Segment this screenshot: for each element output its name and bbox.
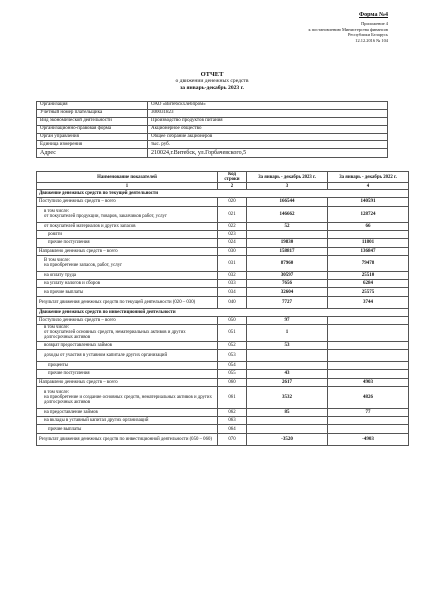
row-value-current: 85 [247,408,328,416]
row-code: 034 [218,288,247,296]
row-name: на оплату труда [37,271,218,279]
annex-line: 12.12.2016 № 104 [355,37,388,43]
row-value-previous [328,349,409,361]
row-value-previous [328,341,409,349]
info-value: Производство продуктов питания [148,117,388,125]
table-row [37,255,409,271]
row-value-previous: 4903 [328,378,409,386]
row-name: на прочие выплаты [37,288,218,296]
row-code: 022 [218,222,247,230]
row-value-previous: 3744 [328,296,409,308]
table-row [37,433,409,445]
row-code: 052 [218,341,247,349]
row-value-current: 19830 [247,239,328,247]
info-label: Единица измерения [37,141,148,149]
row-code: 062 [218,408,247,416]
row-code: 054 [218,361,247,369]
row-value-current: -3520 [247,433,328,445]
section-header-row [37,308,409,316]
row-name: Поступило денежных средств – всего [37,198,218,206]
row-name: от покупателей материалов и других запасов [37,222,218,230]
row-name: прочие поступления [37,239,218,247]
row-name: проценты [37,361,218,369]
table-row [37,239,409,247]
section-title: Движение денежных средств по текущей деятельности [37,190,409,198]
column-number: 4 [328,183,409,190]
row-name: на предоставление займов [37,408,218,416]
table-row [37,417,409,425]
row-value-current [247,417,328,425]
row-name: в том числе: на приобретение и создание основных средств, нематериальных активов и других долгосрочных активов [37,386,218,408]
row-value-previous [328,325,409,342]
table-row [37,370,409,378]
row-value-previous: 6284 [328,280,409,288]
row-name: Результат движения денежных средств по инвестиционной деятельности (050 – 060) [37,433,218,445]
row-value-current: 3532 [247,386,328,408]
row-value-current: 158817 [247,247,328,255]
info-value: 300031823 [148,109,388,117]
row-name: прочие выплаты [37,425,218,433]
report-period: за январь-декабрь 2023 г. [180,85,244,91]
row-name: на вклады в уставный капитал других организаций [37,417,218,425]
row-code: 033 [218,280,247,288]
row-value-current: 7727 [247,296,328,308]
row-code: 063 [218,417,247,425]
table-row [37,361,409,369]
row-value-previous: 66 [328,222,409,230]
row-value-previous [328,370,409,378]
table-row [37,316,409,324]
form-title: Форма №4 [359,12,388,18]
table-row [37,280,409,288]
table-row [37,271,409,279]
info-value: Акционерное общество [148,125,388,133]
row-code: 020 [218,198,247,206]
row-value-current: 30597 [247,271,328,279]
row-code: 031 [218,255,247,271]
row-value-current [247,361,328,369]
table-row [37,408,409,416]
row-name: В том числе: на приобретение запасов, работ, услуг [37,255,218,271]
info-label: Вид экономической деятельности [37,117,148,125]
form-header [268,13,388,43]
cash-flow-table [36,171,409,446]
row-name: Направлено денежных средств – всего [37,247,218,255]
row-name: в том числе: от покупателей основных средств, нематериальных активов и других долгосрочных активов [37,325,218,342]
info-label: Орган управления [37,133,148,141]
row-value-current: 52 [247,222,328,230]
section-title: Движение денежных средств по инвестиционной деятельности [37,308,409,316]
row-name: прочие поступления [37,370,218,378]
row-name: в том числе: от покупателей продукции, товаров, заказчиков работ, услуг [37,206,218,222]
row-value-current: 53 [247,341,328,349]
info-label: Адрес [37,149,148,158]
row-code: 024 [218,239,247,247]
row-code: 030 [218,247,247,255]
info-label: Учетный номер плательщика [37,109,148,117]
row-value-previous: 25575 [328,288,409,296]
report-title-block [0,71,424,92]
header-previous-period: За январь - декабрь 2022 г. [328,172,409,183]
row-value-current: 166544 [247,198,328,206]
table-row [37,206,409,222]
row-value-previous [328,361,409,369]
row-value-current [247,349,328,361]
row-code: 051 [218,325,247,342]
row-name: доходы от участия в уставном капитале других организаций [37,349,218,361]
row-name: Направлено денежных средств – всего [37,378,218,386]
info-value: ОАО «Витебскхлебпром» [148,102,388,110]
report-title: ОТЧЕТ [200,71,224,78]
report-subtitle: о движении денежных средств [175,78,249,84]
row-code: 064 [218,425,247,433]
row-value-current: 1 [247,325,328,342]
row-value-previous: -4903 [328,433,409,445]
row-value-previous [328,417,409,425]
section-header-row [37,190,409,198]
table-row [37,231,409,239]
row-code: 021 [218,206,247,222]
info-value: тыс. руб. [148,141,388,149]
row-value-previous: 128724 [328,206,409,222]
row-value-current: 7656 [247,280,328,288]
row-value-previous [328,316,409,324]
table-row [37,386,409,408]
info-label: Организационно-правовая форма [37,125,148,133]
row-code: 053 [218,349,247,361]
row-value-previous: 140591 [328,198,409,206]
row-value-current [247,425,328,433]
row-value-previous [328,425,409,433]
row-value-previous: 11801 [328,239,409,247]
row-value-previous: 25510 [328,271,409,279]
row-value-current: 32604 [247,288,328,296]
row-code: 070 [218,433,247,445]
row-value-current: 146662 [247,206,328,222]
info-value: 210024,г.Витебск, ул.Горбачевского,5 [148,149,388,158]
table-row [37,222,409,230]
row-code: 023 [218,231,247,239]
column-number: 3 [247,183,328,190]
row-value-current [247,231,328,239]
row-name: Результат движения денежных средств по текущей деятельности (020 – 030) [37,296,218,308]
header-current-period: За январь - декабрь 2023 г. [247,172,328,183]
table-row [37,325,409,342]
table-row [37,349,409,361]
row-name: Поступило денежных средств – всего [37,316,218,324]
annex-line: Республики Беларусь [347,32,388,38]
table-row [37,198,409,206]
row-value-current: 43 [247,370,328,378]
row-name: возврат предоставленных займов [37,341,218,349]
table-row [37,378,409,386]
row-code: 032 [218,271,247,279]
column-number: 1 [37,183,218,190]
annex-line: Приложение 4 [361,21,388,27]
column-number: 2 [218,183,247,190]
row-code: 050 [218,316,247,324]
row-value-current: 87960 [247,255,328,271]
row-value-previous: 79478 [328,255,409,271]
row-value-previous: 136847 [328,247,409,255]
table-row [37,296,409,308]
table-body [37,190,409,445]
row-code: 061 [218,386,247,408]
row-name: роялти [37,231,218,239]
info-value: Общее собрание акционеров [148,133,388,141]
row-code: 040 [218,296,247,308]
organization-info-table [36,101,388,158]
row-value-previous: 4826 [328,386,409,408]
table-row [37,341,409,349]
info-label: Организация [37,102,148,110]
table-row [37,425,409,433]
table-row [37,288,409,296]
table-row [37,247,409,255]
row-value-current: 2617 [247,378,328,386]
row-value-previous [328,231,409,239]
header-name: Наименование показателей [37,172,218,183]
annex-line: к постановлению Министерства финансов [308,26,388,32]
row-value-current: 97 [247,316,328,324]
row-value-previous: 77 [328,408,409,416]
header-code: Код строки [218,172,247,183]
row-name: на уплату налогов и сборов [37,280,218,288]
row-code: 060 [218,378,247,386]
row-code: 055 [218,370,247,378]
